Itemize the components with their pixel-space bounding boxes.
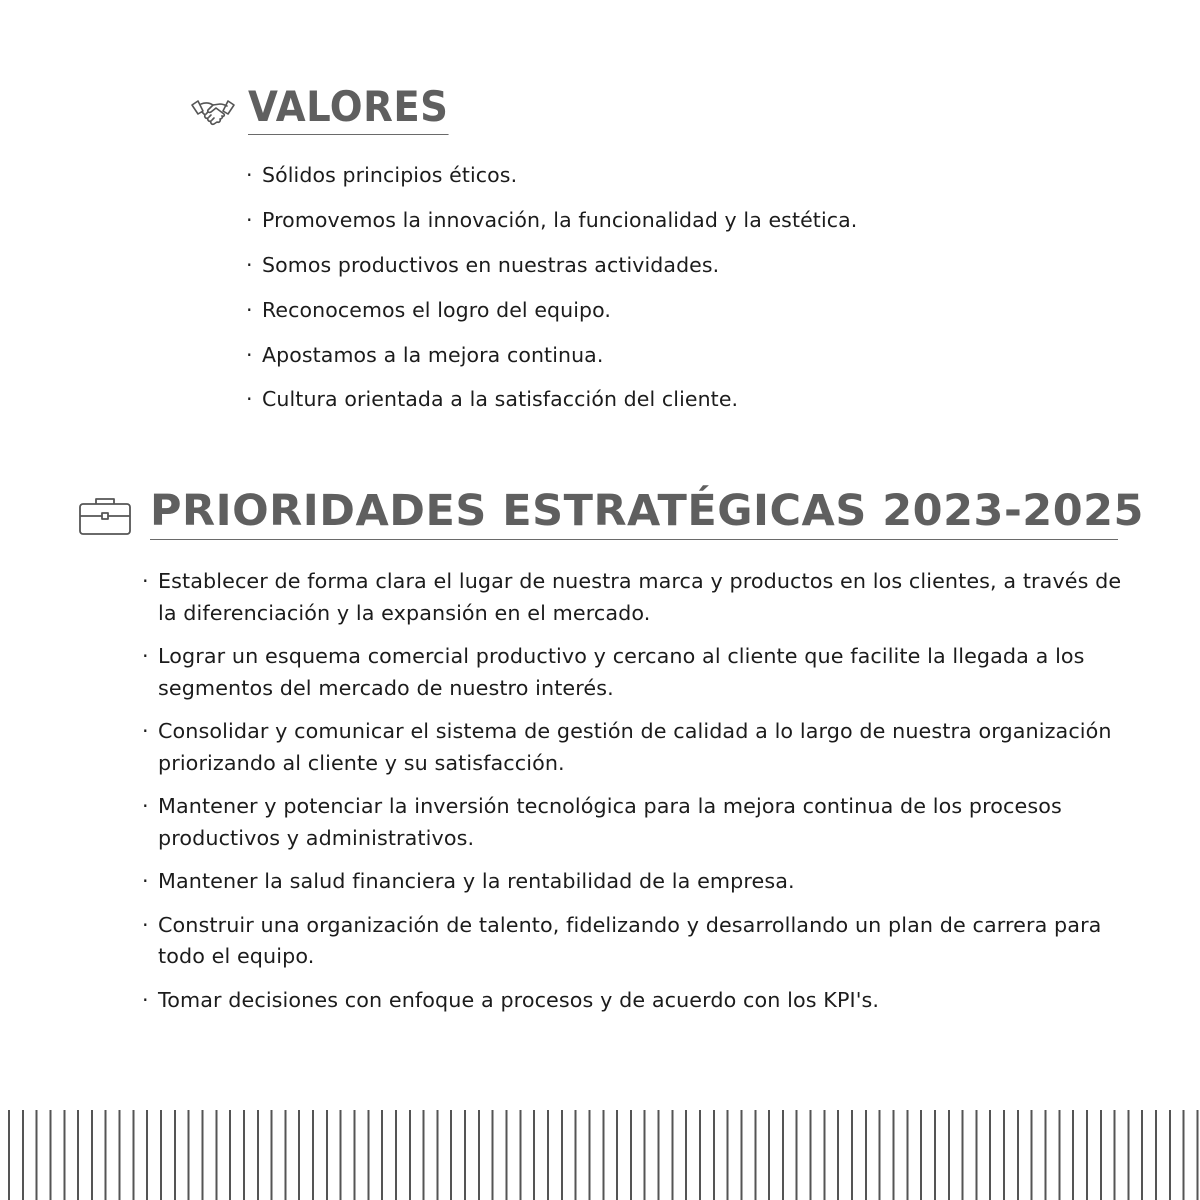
bullet: · [142,569,149,593]
briefcase-icon [78,496,132,540]
bullet: · [142,912,149,937]
bullet: · [142,794,149,818]
list-item-text: Promovemos la innovación, la funcionalidad y la estética. [262,207,858,232]
decorative-stripes [0,1110,1200,1200]
list-item [246,294,857,326]
list-item [246,249,857,281]
list-item-text: Tomar decisiones con enfoque a procesos y de acuerdo con los KPI's. [158,987,880,1012]
bullet: · [246,207,253,232]
prioridades-list [142,566,1142,1028]
list-item [142,985,1142,1017]
list-item-text: Lograr un esquema comercial productivo y cercano al cliente que facilite la llegada a los segmentos del mercado de nuestro interés. [158,644,1085,700]
list-item [142,716,1142,779]
list-item [246,204,857,236]
valores-title: VALORES [248,86,448,135]
list-item-text: Apostamos a la mejora continua. [262,342,604,367]
bullet: · [246,387,253,412]
bullet: · [246,342,253,367]
list-item [246,383,857,415]
bullet: · [246,163,253,187]
list-item [142,566,1142,629]
list-item-text: Cultura orientada a la satisfacción del cliente. [262,387,739,412]
list-item [142,791,1142,854]
list-item [246,339,857,371]
list-item-text: Establecer de forma clara el lugar de nuestra marca y productos en los clientes, a través de la diferenciación y la expansión en el mercado. [158,569,1122,625]
list-item-text: Construir una organización de talento, fidelizando y desarrollando un plan de carrera para todo el equipo. [158,912,1102,968]
prioridades-heading [78,486,1144,540]
bullet: · [246,297,253,322]
list-item-text: Mantener y potenciar la inversión tecnológica para la mejora continua de los procesos productivos y administrativos. [158,794,1062,850]
valores-list [246,159,857,428]
prioridades-title: PRIORIDADES ESTRATÉGICAS 2023-2025 [150,490,1118,540]
list-item [142,866,1142,898]
bullet: · [142,987,149,1012]
list-item-text: Mantener la salud financiera y la rentabilidad de la empresa. [158,869,795,893]
list-item [142,641,1142,704]
list-item-text: Reconocemos el logro del equipo. [262,297,612,322]
bullet: · [246,252,253,277]
bullet: · [142,719,149,743]
list-item-text: Sólidos principios éticos. [262,163,518,187]
list-item [142,910,1142,973]
bullet: · [142,869,149,893]
handshake-icon [190,95,236,135]
list-item-text: Somos productivos en nuestras actividades. [262,252,720,277]
list-item [246,159,857,191]
list-item-text: Consolidar y comunicar el sistema de gestión de calidad a lo largo de nuestra organización priorizando al cliente y su satisfacción. [158,719,1112,775]
bullet: · [142,644,149,668]
valores-heading [190,82,466,135]
